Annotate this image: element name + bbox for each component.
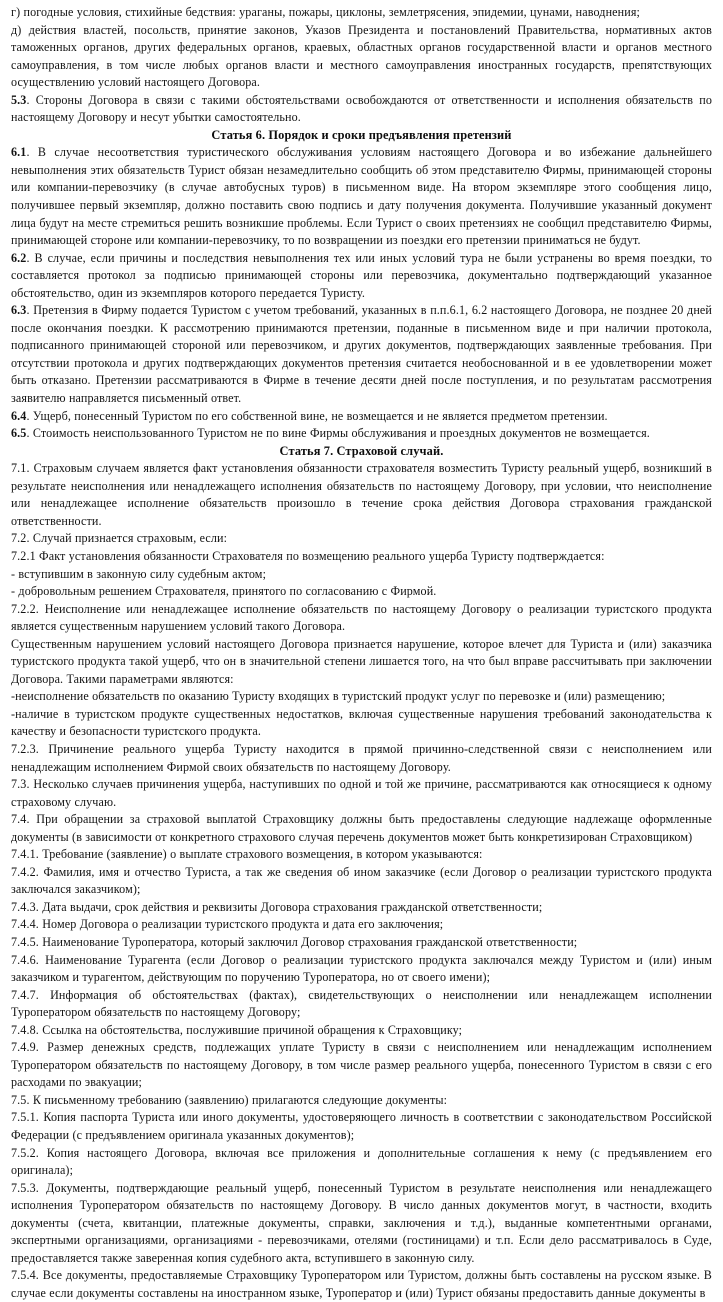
clause-7-4-8: 7.4.8. Ссылка на обстоятельства, послужившие причиной обращения к Страховщику;: [11, 1022, 463, 1037]
clause-7-3: 7.3. Несколько случаев причинения ущерба, наступивших по одной и той же причине, рассматриваются как относящиеся к одному страховому случаю.: [11, 777, 712, 809]
clause-6-2-text: . В случае, если причины и последствия невыполнения тех или иных условий тура не были устранены во время поездки, то составляется протокол за подписью принимающей стороны или перевозчика, документально подтверждающий указанное обстоятельство, один из экземпляров которого передается Туристу.: [11, 250, 712, 300]
clause-6-5-text: . Стоимость неиспользованного Туристом не по вине Фирмы обслуживания и проездных документов не возмещается.: [26, 426, 650, 441]
clause-6-2-number: 6.2: [11, 250, 27, 265]
clause-5-2-g-text: г) погодные условия, стихийные бедствия: ураганы, пожары, циклоны, землетрясения, эпидемии, цунами, наводнения;: [11, 5, 640, 19]
clause-7-2-2: 7.2.2. Неисполнение или ненадлежащее исполнение обязательств по настоящему Договору о реализации туристского продукта является существенным нарушением условий такого Договора.: [11, 601, 712, 634]
clause-7-4-3: 7.4.3. Дата выдачи, срок действия и реквизиты Договора страхования гражданской ответственности;: [11, 899, 543, 914]
clause-6-1-text: . В случае несоответствия туристического обслуживания условиям настоящего Договора и во избежание дальнейшего невыполнения этих обязательств Турист обязан незамедлительно сообщить об этом представителю Фирмы, принимающей стороны или компании-перевозчику (в случае автобусных туров) в письменном виде. На втором экземпляре этого сообщения лицо, получившее первый экземпляр, должно поставить свою подпись и дату получения документа. Получившие указанный документ лица будут на месте стремиться решить возникшие проблемы. Если Турист о своих претензиях не сообщил представителю Фирмы, принимающей стороне или компании-перевозчику, то по возвращении из поездки его претензии приниматься не будут.: [11, 145, 712, 248]
clause-6-2: [11, 250, 712, 303]
clause-7-4-6: 7.4.6. Наименование Турагента (если Договор о реализации туристского продукта заключался между Туристом и (или) иным заказчиком и турагентом, действующим по поручению Туроператора, но от своего имени);: [11, 952, 712, 985]
clause-6-3-text: . Претензия в Фирму подается Туристом с учетом требований, указанных в п.п.6.1, 6.2 настоящего Договора, не позднее 20 дней после окончания поездки. К рассмотрению принимаются претензии, поданные в письменном виде и при наличии протокола, подписанного принимающей стороной или перевозчиком, и других документов, подтверждающих заявленные требования. При отсутствии протокола и других подтверждающих документов претензия считается необоснованной и в ее удовлетворении может быть отказано. Претензии рассматриваются в Фирме в течение десяти дней после поступления, и по результатам рассмотрения заявителю направляется письменный ответ.: [11, 303, 712, 406]
clause-5-3-number: 5.3: [11, 92, 27, 107]
clause-6-1: [11, 144, 712, 249]
clause-7-2-1-item-b: - добровольным решением Страхователя, принятого по согласованию с Фирмой.: [11, 584, 437, 599]
clause-6-5: [11, 425, 712, 443]
clause-7-5-4: 7.5.4. Все документы, предоставляемые Страховщику Туроператором или Туристом, должны быть составлены на русском языке. В случае если документы составлены на иностранном языке, Туроператор и (или) Турист обязаны предоставить данные документы в: [11, 1268, 712, 1300]
clause-7-4-1: 7.4.1. Требование (заявление) о выплате страхового возмещения, в котором указываются:: [11, 847, 483, 862]
clause-5-3: [11, 92, 712, 127]
clause-6-4-number: 6.4: [11, 408, 27, 423]
clause-5-2-d: [11, 22, 712, 92]
clause-7-4-2: 7.4.2. Фамилия, имя и отчество Туриста, а так же сведения об ином заказчике (если Договор о реализации туристского продукта заключался заказчиком);: [11, 864, 712, 897]
clause-7-2-3: 7.2.3. Причинение реального ущерба Туристу находится в прямой причинно-следственной связи с неисполнением или ненадлежащим исполнением Фирмой своих обязательств по настоящему Договору.: [11, 741, 712, 774]
clause-7-4-5: 7.4.5. Наименование Туроператора, который заключил Договор страхования гражданской ответственности;: [11, 934, 578, 949]
clause-6-5-number: 6.5: [11, 426, 27, 441]
clause-7-4-9: 7.4.9. Размер денежных средств, подлежащих уплате Туристу в связи с неисполнением или ненадлежащим исполнением Туроператором обязательств по настоящему Договору, в том числе размер реального ущерба, понесенного Туристом в связи с его расходами по эвакуации;: [11, 1040, 712, 1090]
clause-7-2-1-item-a: - вступившим в законную силу судебным актом;: [11, 566, 267, 581]
clause-6-3: [11, 302, 712, 407]
clause-7-2-2-dash-item-1: -неисполнение обязательств по оказанию Туристу входящих в туристский продукт услуг по перевозке и (или) размещению;: [11, 689, 666, 704]
clause-5-3-text: . Стороны Договора в связи с такими обстоятельствами освобождаются от ответственности и исполнения обязательств по настоящему Договору и несут убытки самостоятельно.: [11, 92, 712, 125]
clause-5-2-g: [11, 4, 712, 22]
clause-7-2: 7.2. Случай признается страховым, если:: [11, 531, 228, 546]
clause-7-2-2-dash-item-2: -наличие в туристском продукте существенных недостатков, включая существенные нарушения требований законодательства к качеству и безопасности туристского продукта.: [11, 706, 712, 739]
clause-7-5-2: 7.5.2. Копия настоящего Договора, включая все приложения и дополнительные соглашения к нему (с предъявлением его оригинала);: [11, 1145, 712, 1178]
clause-7-5: 7.5. К письменному требованию (заявлению) прилагаются следующие документы:: [11, 1092, 448, 1107]
clause-6-4-text: . Ущерб, понесенный Туристом по его собственной вине, не возмещается и не является предметом претензии.: [26, 408, 608, 423]
clause-7-1: 7.1. Страховым случаем является факт установления обязанности страхователя возместить Туристу реальный ущерб, возникший в результате неисполнения или ненадлежащего исполнения обязательств по настоящему Договору, при условии, что неисполнение или ненадлежащее исполнение обязательств произошло в течение срока действия Договора страхования гражданской ответственности.: [11, 461, 712, 528]
clause-6-1-number: 6.1: [11, 145, 27, 160]
article-7-heading: Статья 7. Страховой случай.: [279, 443, 444, 458]
clause-7-4-7: 7.4.7. Информация об обстоятельствах (фактах), свидетельствующих о неисполнении или ненадлежащем исполнении Туроператором обязательств по настоящему Договору;: [11, 987, 712, 1020]
clause-5-2-d-text: д) действия властей, посольств, принятие законов, Указов Президента и постановлений Правительства, нормативных актов таможенных органов, других федеральных органов, краевых, областных органов государственной власти и органов местного самоуправления, в том числе любых органов власти и местного самоуправления иностранных государств, препятствующих осуществлению условий настоящего Договора.: [11, 22, 712, 90]
clause-7-5-1: 7.5.1. Копия паспорта Туриста или иного документы, удостоверяющего личность в соответствии с законодательством Российской Федерации (с предъявлением оригинала указанных документов);: [11, 1110, 712, 1142]
clause-7-4: 7.4. При обращении за страховой выплатой Страховщику должны быть предоставлены следующие надлежаще оформленные документы (в зависимости от конкретного страхового случая перечень документов может быть конкретизирован Страховщиком): [11, 812, 712, 844]
clause-7-4-4: 7.4.4. Номер Договора о реализации туристского продукта и дата его заключения;: [11, 917, 444, 932]
clause-7-2-1: 7.2.1 Факт установления обязанности Страхователя по возмещению реального ущерба Туристу подтверждается:: [11, 548, 605, 563]
article-6-heading: Статья 6. Порядок и сроки предъявления претензий: [211, 127, 512, 142]
clause-7-2-2-explanation: Существенным нарушением условий настоящего Договора признается нарушение, которое влечет для Туриста и (или) заказчика туристского продукта такой ущерб, что он в значительной степени лишается того, на что был вправе рассчитывать при заключении Договора. Такими параметрами являются:: [11, 636, 712, 686]
clause-7-5-3: 7.5.3. Документы, подтверждающие реальный ущерб, понесенный Туристом в результате неисполнения или ненадлежащего исполнения Туроператором обязательств по настоящему Договору. В число данных документов могут, в частности, входить документы (счета, квитанции, платежные документы, справки, заключения и т.д.), выданные компетентными органами, экспертными организациями, организациями - перевозчиками, отелями (гостиницами) и т.п. Если дело рассматривалось в Суде, предоставляется также заверенная копия судебного акта, вступившего в законную силу.: [11, 1180, 712, 1265]
clause-6-4: [11, 408, 712, 426]
clause-6-3-number: 6.3: [11, 303, 27, 318]
